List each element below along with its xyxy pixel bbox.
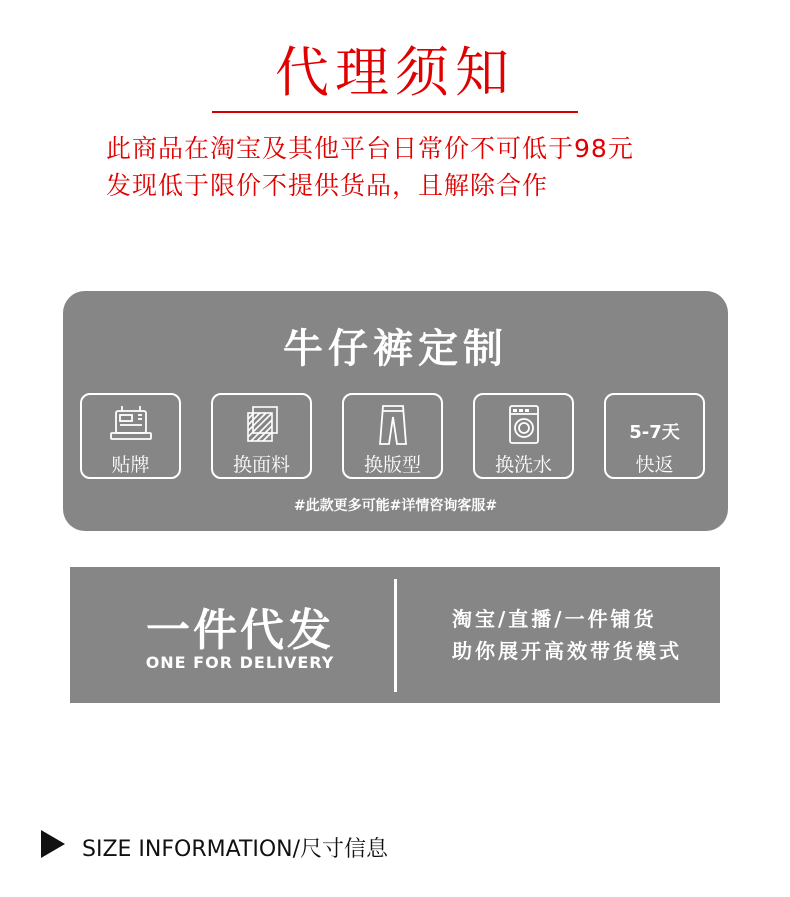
sewing-machine-icon [108, 405, 154, 443]
banner-divider [394, 579, 397, 692]
customization-note: #此款更多可能#详情咨询客服# [293, 498, 498, 514]
feature-wash-text: 换洗水 [494, 454, 552, 476]
dropship-line-mode: 助你展开高效带货模式 [452, 639, 682, 663]
feature-fit-text: 换版型 [363, 454, 421, 476]
washing-machine-icon [501, 405, 547, 445]
feature-change-fit [342, 393, 443, 479]
customization-panel [63, 291, 728, 531]
feature-change-wash [473, 393, 574, 479]
feature-label-patch [80, 393, 181, 479]
notice-line-price-floor: 此商品在淘宝及其他平台日常价不可低于98元 [106, 134, 634, 163]
jeans-icon [370, 405, 416, 445]
size-information-heading: SIZE INFORMATION/尺寸信息 [82, 837, 389, 862]
fabric-icon [239, 405, 285, 443]
notice-line-penalty: 发现低于限价不提供货品，且解除合作 [106, 171, 549, 200]
feature-fabric-text: 换面料 [232, 454, 290, 476]
feature-quick-days: 5-7天 [629, 422, 680, 443]
title-underline [212, 111, 578, 113]
feature-quick-text: 快返 [635, 454, 674, 476]
feature-quick-return [604, 393, 705, 479]
play-arrow-icon [41, 830, 65, 858]
page-title: 代理须知 [275, 41, 515, 104]
agent-notice [106, 130, 746, 204]
customization-title: 牛仔裤定制 [283, 326, 508, 372]
dropship-banner [70, 567, 720, 703]
dropship-line-channels: 淘宝/直播/一件铺货 [452, 607, 657, 631]
dropship-subtitle: ONE FOR DELIVERY [145, 653, 335, 672]
feature-label-text: 贴牌 [111, 454, 150, 476]
dropship-description [452, 603, 712, 667]
feature-change-fabric [211, 393, 312, 479]
dropship-title: 一件代发 [146, 605, 334, 656]
customization-features [80, 393, 710, 481]
